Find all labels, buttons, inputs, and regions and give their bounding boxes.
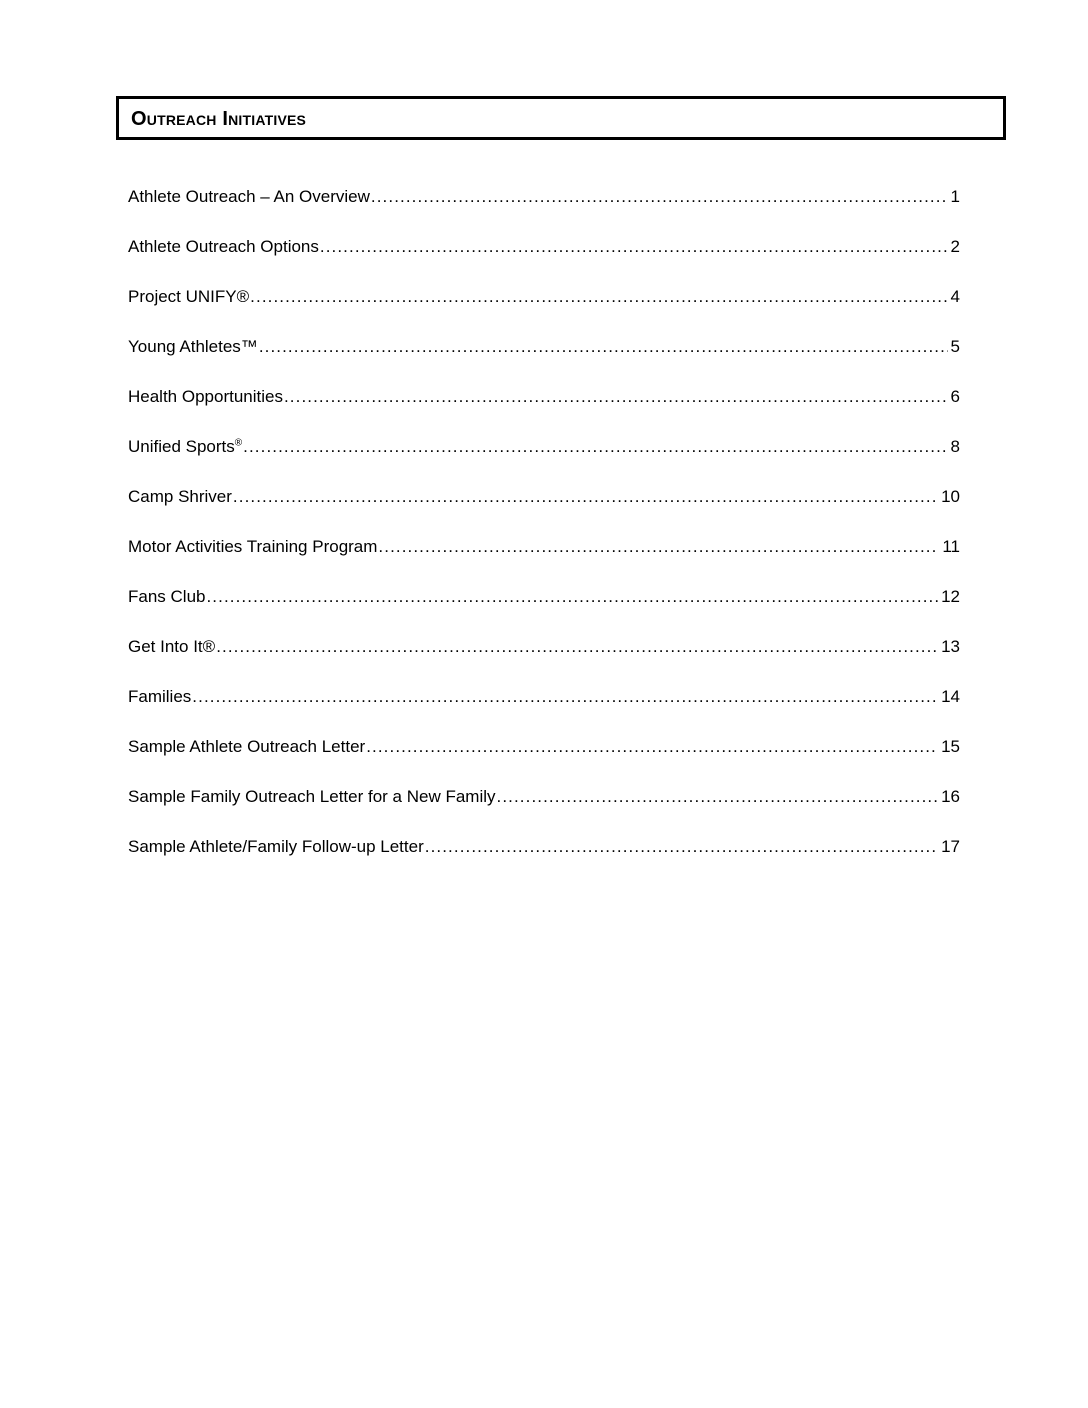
page-title: Outreach Initiatives [131,108,307,130]
toc-leader-dots [233,487,938,507]
toc-entry-label: Project UNIFY® [128,287,250,306]
toc-entry-page: 10 [941,487,960,506]
toc-entry-page: 2 [950,237,960,256]
toc-leader-dots [425,837,938,857]
toc-entry-label: Unified Sports® [128,437,243,456]
toc-entry[interactable] [128,387,960,437]
toc-leader-dots [250,287,947,307]
toc-entry-page: 13 [941,637,960,656]
toc-leader-dots [192,687,938,707]
toc-entry[interactable] [128,287,960,337]
toc-entry-page: 6 [950,387,960,406]
toc-entry[interactable] [128,737,960,787]
toc-entry-label: Young Athletes™ [128,337,258,356]
toc-entry-page: 16 [941,787,960,806]
toc-entry-page: 17 [941,837,960,856]
toc-entry[interactable] [128,187,960,237]
toc-entry-page: 11 [942,537,960,556]
toc-entry-page: 15 [941,737,960,756]
toc-entry-label: Sample Athlete Outreach Letter [128,737,366,756]
toc-entry-label: Get Into It® [128,637,216,656]
toc-entry[interactable] [128,587,960,637]
toc-entry-page: 14 [941,687,960,706]
toc-entry-label: Athlete Outreach Options [128,237,319,256]
toc-entry-page: 8 [950,437,960,456]
toc-entry-label: Fans Club [128,587,206,606]
toc-leader-dots [371,187,948,207]
toc-entry[interactable] [128,337,960,387]
toc-entry-page: 12 [941,587,960,606]
toc-leader-dots [378,537,939,557]
toc-entry[interactable] [128,837,960,887]
toc-leader-dots [284,387,948,407]
toc-entry-label: Health Opportunities [128,387,283,406]
toc-leader-dots [243,437,947,457]
toc-entry-label: Camp Shriver [128,487,232,506]
toc-entry-page: 1 [950,187,960,206]
toc-entry[interactable] [128,687,960,737]
toc-leader-dots [216,637,938,657]
toc-entry[interactable] [128,537,960,587]
section-title-box [116,96,1006,140]
toc-entry-label: Families [128,687,192,706]
toc-entry[interactable] [128,637,960,687]
toc-leader-dots [259,337,948,357]
toc-entry-label: Motor Activities Training Program [128,537,378,556]
toc-leader-dots [320,237,948,257]
toc-entry-page: 4 [950,287,960,306]
toc-entry[interactable] [128,437,960,487]
toc-entry[interactable] [128,787,960,837]
toc-entry-page: 5 [950,337,960,356]
toc-leader-dots [366,737,938,757]
toc-entry-label: Athlete Outreach – An Overview [128,187,370,206]
toc-leader-dots [497,787,939,807]
toc-entry-label: Sample Athlete/Family Follow-up Letter [128,837,424,856]
toc-entry[interactable] [128,487,960,537]
toc-leader-dots [206,587,938,607]
toc-entry-label: Sample Family Outreach Letter for a New Family [128,787,496,806]
table-of-contents [128,187,960,887]
toc-entry[interactable] [128,237,960,287]
